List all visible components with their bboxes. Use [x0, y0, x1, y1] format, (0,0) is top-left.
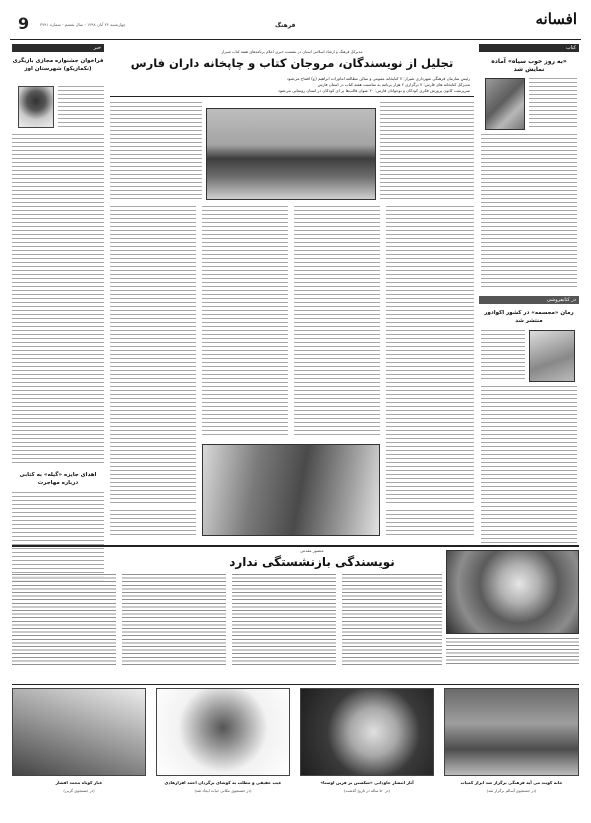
main-col-2	[202, 206, 288, 438]
book1-headline: «به روز خوب سیاه» آماده نمایش شد	[491, 58, 567, 73]
masthead	[10, 10, 581, 40]
strip-item-2	[156, 688, 290, 810]
main-col-1b	[110, 510, 196, 538]
feature-story	[12, 548, 579, 668]
strip-caption-2: غیب حقیقی و مطلب به کوشای برگردان احمد افرازهادی	[164, 780, 282, 785]
section-title: فرهنگ	[275, 22, 296, 29]
logo: افسانه	[535, 10, 577, 28]
left-second-headline: اهدای جایزه «گیله» به کتابی درباره مهاجرت	[19, 472, 97, 486]
main-bullet-1: رئیس سازمان فرهنگی شهرداری شیراز: ۷ کتابخانه عمومی و سالن مطالعه امام‌زاده ابراهیم (ع) افتتاح می‌شود	[286, 76, 470, 81]
right-column	[479, 44, 579, 544]
strip-item-4	[444, 688, 579, 810]
feature-col-3	[232, 574, 336, 666]
strip-caption-1: غبار کوتاه محمد افشار	[55, 780, 103, 785]
date-line: چهارشنبه ۲۴ آبان ۱۳۹۸ - سال ششم - شماره ۳۷۹۱	[40, 22, 126, 27]
feature-author: منصور مقدس	[300, 548, 324, 553]
headline-rule	[110, 96, 474, 97]
strip-sub-1: (در جستجوی گرنی)	[63, 788, 95, 793]
strip-sub-4: (در جستجوی آسالم برگزار شد)	[486, 788, 537, 793]
main-col-3	[294, 206, 380, 438]
main-bullet-3: سرپرست کانون پرورش فکری کودکان و نوجوانان فارس: ۲۰ عنوان قالب‌ها بر ای کودکان در استان رونمایی می‌شود	[278, 88, 470, 93]
main-col-top-left	[110, 102, 202, 200]
strip-image-2	[156, 688, 290, 776]
press-conference-image	[206, 108, 376, 200]
strip-caption-3: آثار انتشار جاودانی «شکستن بر فزین اوستا»	[320, 780, 414, 785]
bottom-strip	[12, 688, 579, 810]
feature-col-2	[122, 574, 226, 666]
left-body-2	[12, 134, 104, 464]
left-section-label: خبر	[12, 44, 104, 52]
feature-col-1	[12, 574, 116, 666]
strip-item-1	[12, 688, 146, 810]
book1-body-2	[481, 134, 577, 290]
left-body	[58, 86, 104, 128]
strip-sub-3: (در ۵۰ ساله در تاریخ گذشت)	[344, 788, 390, 793]
masthead-rule	[10, 39, 581, 41]
strip-item-3	[300, 688, 434, 810]
unveiling-ceremony-image	[202, 444, 380, 536]
main-bullet-2: مدیرکل کتابخانه های فارس: ۷ برگزاری ۲ هزار برنامه به مناسبت هفته کتاب در استان فارس	[317, 82, 470, 87]
strip-image-3	[300, 688, 434, 776]
feature-top-rule	[12, 545, 579, 547]
strip-caption-4: خانه کوبند می آیه فرهنگی برگزار شد ابزار کمیاب	[460, 780, 563, 785]
strip-image-1	[12, 688, 146, 776]
novel-cover-image	[529, 330, 575, 382]
left-headline: فراخوان جشنواره مجازی بازیگری (نکمازیکو) شهرستان اوز	[12, 58, 104, 72]
left-column	[12, 44, 104, 544]
main-story	[110, 46, 474, 542]
book-cover-image	[485, 78, 525, 130]
author-portrait-image	[446, 550, 579, 634]
main-col-1	[110, 206, 196, 506]
main-col-top-right	[380, 102, 474, 200]
festival-portrait-image	[18, 86, 54, 128]
main-bullets	[114, 76, 470, 94]
feature-headline: نویسندگی بازنشستگی ندارد	[229, 555, 395, 569]
book2-section-label: در کتابفروشی	[479, 296, 579, 304]
main-col-4	[386, 206, 474, 506]
book1-body	[529, 78, 577, 130]
main-col-4b	[386, 510, 474, 538]
strip-sub-2: (در حستجوی مکانی حیات ایجاد شد)	[194, 788, 252, 793]
main-headline: تجلیل از نویسندگان، مروجان کتاب و چاپخانه داران فارس	[130, 56, 454, 70]
strip-top-rule	[12, 684, 579, 685]
feature-col-4	[342, 574, 442, 666]
book2-body	[481, 330, 525, 382]
right-section-label: کتاب	[479, 44, 579, 52]
feature-col-5	[446, 638, 579, 666]
main-kicker: مدیرکل فرهنگ و ارشاد اسلامی استان در نشست خبری اعلام برنامه‌های هفته کتاب شیراز	[221, 49, 363, 54]
book2-headline: رمان «مجسمه» در کشور اکوادور منتشر شد	[484, 310, 574, 324]
strip-image-4	[444, 688, 579, 776]
page-number: 9	[18, 14, 30, 33]
